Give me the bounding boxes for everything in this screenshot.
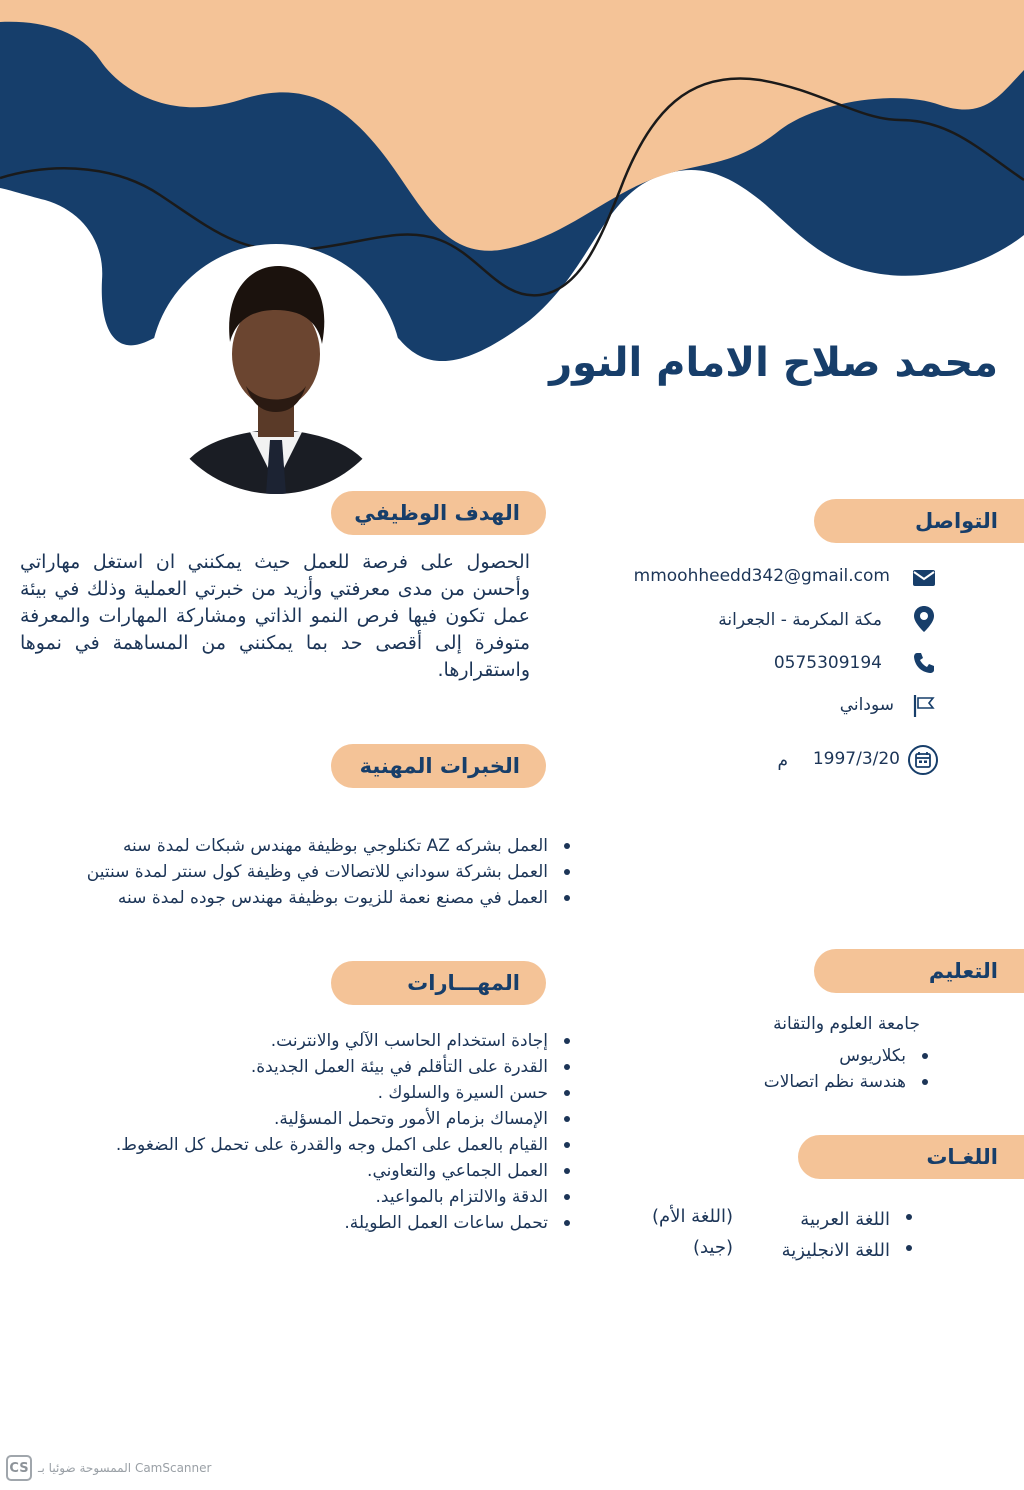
location-pin-icon (912, 607, 936, 631)
contact-phone: 0575309194 (773, 653, 882, 673)
language-level: (اللغة الأم) (652, 1206, 733, 1227)
list-item: العمل بشركة سوداني للاتصالات في وظيفة كول سنتر لمدة سنتين (87, 859, 574, 885)
phone-icon (912, 651, 936, 675)
profile-photo (150, 244, 402, 496)
list-item: اللغة العربية (782, 1204, 916, 1235)
skills-section-title: المهـــارات (331, 961, 546, 1005)
watermark-text: الممسوحة ضوئيا بـ CamScanner (38, 1461, 212, 1475)
list-item: الإمساك بزمام الأمور وتحمل المسؤلية. (116, 1106, 574, 1132)
list-item: حسن السيرة والسلوك . (116, 1080, 574, 1106)
languages-section-title: اللغـات (798, 1135, 1024, 1179)
flag-icon (912, 694, 936, 718)
list-item: القدرة على التأقلم في بيئة العمل الجديدة. (116, 1054, 574, 1080)
list-item: بكلاريوس (764, 1043, 932, 1069)
person-name: محمد صلاح الامام النور (549, 340, 998, 386)
objective-section-title: الهدف الوظيفي (331, 491, 546, 535)
list-item: اللغة الانجليزية (782, 1235, 916, 1266)
languages-list (782, 1204, 916, 1266)
contact-nationality: سوداني (839, 695, 894, 715)
language-level: (جيد) (692, 1237, 733, 1258)
contact-location: مكة المكرمة - الجعرانة (718, 610, 882, 630)
list-item: إجادة استخدام الحاسب الآلي والانترنت. (116, 1028, 574, 1054)
skills-list (116, 1028, 574, 1236)
contact-birthdate: 1997/3/20 (812, 749, 900, 769)
list-item: القيام بالعمل على اكمل وجه والقدرة على تحمل كل الضغوط. (116, 1132, 574, 1158)
camscanner-watermark (6, 1455, 211, 1481)
camscanner-logo-icon: CS (6, 1455, 32, 1481)
contact-birthdate-suffix: م (777, 751, 788, 771)
list-item: تحمل ساعات العمل الطويلة. (116, 1210, 574, 1236)
experience-list (87, 833, 574, 911)
calendar-icon (908, 745, 938, 775)
contact-email: mmoohheedd342@gmail.com (633, 566, 890, 586)
contact-section-title: التواصل (814, 499, 1024, 543)
list-item: العمل الجماعي والتعاوني. (116, 1158, 574, 1184)
envelope-icon (912, 566, 936, 590)
experience-section-title: الخبرات المهنية (331, 744, 546, 788)
list-item: هندسة نظم اتصالات (764, 1069, 932, 1095)
list-item: الدقة والالتزام بالمواعيد. (116, 1184, 574, 1210)
education-list (764, 1043, 932, 1095)
education-institution: جامعة العلوم والتقانة (773, 1014, 920, 1034)
list-item: العمل في مصنع نعمة للزيوت بوظيفة مهندس جوده لمدة سنه (87, 885, 574, 911)
education-section-title: التعليم (814, 949, 1024, 993)
objective-text: الحصول على فرصة للعمل حيث يمكنني ان استغل مهاراتي وأحسن من مدى معرفتي وأزيد من خبرتي العملية وذلك في بيئة عمل تكون فيها فرص النمو الذاتي ومشاركة المهارات والمعرفة متوفرة إلى أقصى حد بما يمكنني من المساهمة في نموها واستقرارها. (20, 551, 530, 681)
list-item: العمل بشركه AZ تكنلوجي بوظيفة مهندس شبكات لمدة سنه (87, 833, 574, 859)
